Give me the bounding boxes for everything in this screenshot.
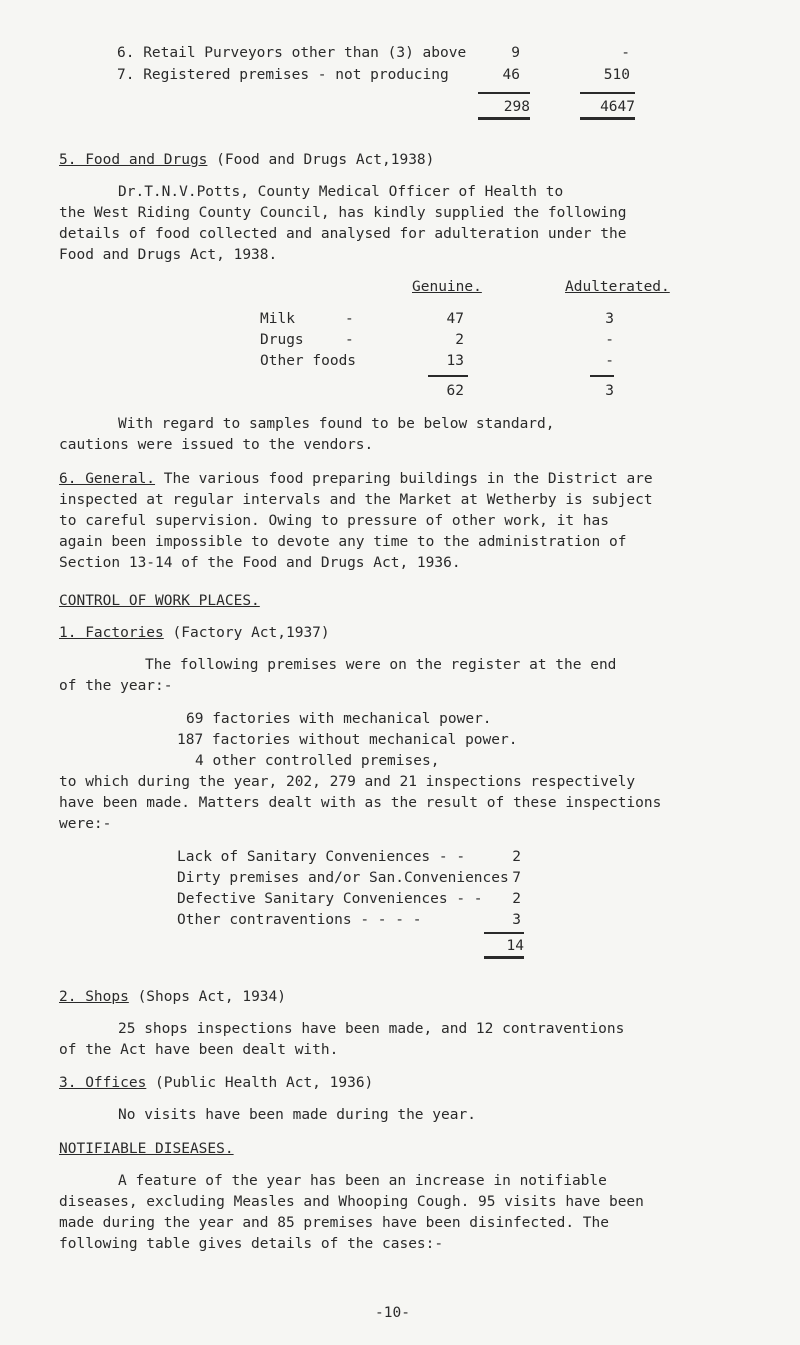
factories-item-3: 4 other controlled premises, — [195, 753, 440, 769]
matter-count-3: 2 — [512, 891, 521, 907]
top-row-value-b-1: - — [621, 45, 630, 61]
food-row-label-milk: Milk — [260, 311, 295, 327]
food-para-1: Dr.T.N.V.Potts, County Medical Officer of Health to — [118, 184, 564, 200]
offices-heading-line — [59, 1076, 373, 1091]
food-row-adult-milk: 3 — [605, 311, 614, 327]
matter-count-1: 2 — [512, 849, 521, 865]
factories-after-3: were:- — [59, 816, 112, 832]
control-heading: CONTROL OF WORK PLACES. — [59, 593, 260, 609]
food-row-adult-drugs: - — [605, 332, 614, 348]
food-row-genuine-other: 13 — [446, 353, 464, 369]
matter-label-3: Defective Sanitary Conveniences - - — [177, 891, 483, 907]
food-note-1: With regard to samples found to be below standard, — [118, 416, 555, 432]
food-para-2: the West Riding County Council, has kindly supplied the following — [59, 205, 627, 221]
food-row-adult-other: - — [605, 353, 614, 369]
food-rule-genuine — [428, 375, 468, 377]
food-rule-adult — [590, 375, 614, 377]
notifiable-heading: NOTIFIABLE DISEASES. — [59, 1141, 234, 1157]
top-total-b: 4647 — [600, 99, 635, 115]
matters-double-rule — [484, 956, 524, 959]
food-row-genuine-drugs: 2 — [455, 332, 464, 348]
top-row-label-1: 6. Retail Purveyors other than (3) above — [117, 45, 467, 61]
shops-text-1: 25 shops inspections have been made, and 12 contraventions — [118, 1021, 625, 1037]
matter-count-2: 7 — [512, 870, 521, 886]
general-text-5: Section 13-14 of the Food and Drugs Act, 1936. — [59, 555, 461, 571]
top-double-rule-a — [478, 117, 530, 120]
food-para-4: Food and Drugs Act, 1938. — [59, 247, 278, 263]
top-row-label-2: 7. Registered premises - not producing — [117, 67, 449, 83]
general-text-2: inspected at regular intervals and the Market at Wetherby is subject — [59, 492, 653, 508]
food-heading-line — [59, 153, 434, 168]
matter-label-1: Lack of Sanitary Conveniences - - — [177, 849, 466, 865]
general-heading: 6. General. — [59, 471, 156, 487]
factories-after-1: to which during the year, 202, 279 and 21 inspections respectively — [59, 774, 636, 790]
food-total-genuine: 62 — [446, 383, 464, 399]
shops-act: (Shops Act, 1934) — [137, 989, 286, 1005]
general-text-3: to careful supervision. Owing to pressure of other work, it has — [59, 513, 609, 529]
notifiable-text-2: diseases, excluding Measles and Whooping Cough. 95 visits have been — [59, 1194, 644, 1210]
factories-heading-line — [59, 626, 330, 641]
food-para-3: details of food collected and analysed for adulteration under the — [59, 226, 627, 242]
offices-heading: 3. Offices — [59, 1075, 147, 1091]
top-total-a: 298 — [503, 99, 530, 115]
col-adulterated-header: Adulterated. — [565, 279, 670, 295]
top-double-rule-b — [580, 117, 635, 120]
general-text-4: again been impossible to devote any time to the administration of — [59, 534, 627, 550]
offices-text: No visits have been made during the year. — [118, 1107, 476, 1123]
top-rule-a — [478, 92, 530, 94]
top-row-value-a-2: 46 — [502, 67, 520, 83]
factories-after-2: have been made. Matters dealt with as the result of these inspections — [59, 795, 662, 811]
matters-total: 14 — [506, 938, 524, 954]
food-row-dash-milk: - — [345, 311, 354, 327]
shops-heading: 2. Shops — [59, 989, 129, 1005]
factories-act: (Factory Act,1937) — [172, 625, 330, 641]
top-rule-b — [580, 92, 635, 94]
food-row-dash-drugs: - — [345, 332, 354, 348]
food-total-adult: 3 — [605, 383, 614, 399]
top-row-value-b-2: 510 — [603, 67, 630, 83]
food-row-genuine-milk: 47 — [446, 311, 464, 327]
food-heading: 5. Food and Drugs — [59, 152, 208, 168]
col-genuine-header: Genuine. — [412, 279, 482, 295]
general-line-1 — [59, 472, 653, 487]
notifiable-text-1: A feature of the year has been an increase in notifiable — [118, 1173, 607, 1189]
matter-label-4: Other contraventions - - - - — [177, 912, 422, 928]
top-row-value-a-1: 9 — [511, 45, 520, 61]
factories-intro-1: The following premises were on the register at the end — [145, 657, 617, 673]
notifiable-text-4: following table gives details of the cases:- — [59, 1236, 444, 1252]
page-number: -10- — [375, 1305, 410, 1321]
factories-intro-2: of the year:- — [59, 678, 173, 694]
matters-rule — [484, 932, 524, 934]
food-note-2: cautions were issued to the vendors. — [59, 437, 374, 453]
matter-label-2: Dirty premises and/or San.Conveniences — [177, 870, 509, 886]
shops-text-2: of the Act have been dealt with. — [59, 1042, 339, 1058]
offices-act: (Public Health Act, 1936) — [155, 1075, 374, 1091]
factories-item-2: 187 factories without mechanical power. — [177, 732, 518, 748]
food-act: (Food and Drugs Act,1938) — [216, 152, 435, 168]
notifiable-text-3: made during the year and 85 premises have been disinfected. The — [59, 1215, 609, 1231]
food-row-label-other: Other foods — [260, 353, 357, 369]
general-text-1: The various food preparing buildings in the District are — [163, 471, 653, 487]
food-row-label-drugs: Drugs — [260, 332, 304, 348]
matter-count-4: 3 — [512, 912, 521, 928]
shops-heading-line — [59, 990, 286, 1005]
factories-item-1: 69 factories with mechanical power. — [186, 711, 492, 727]
factories-heading: 1. Factories — [59, 625, 164, 641]
